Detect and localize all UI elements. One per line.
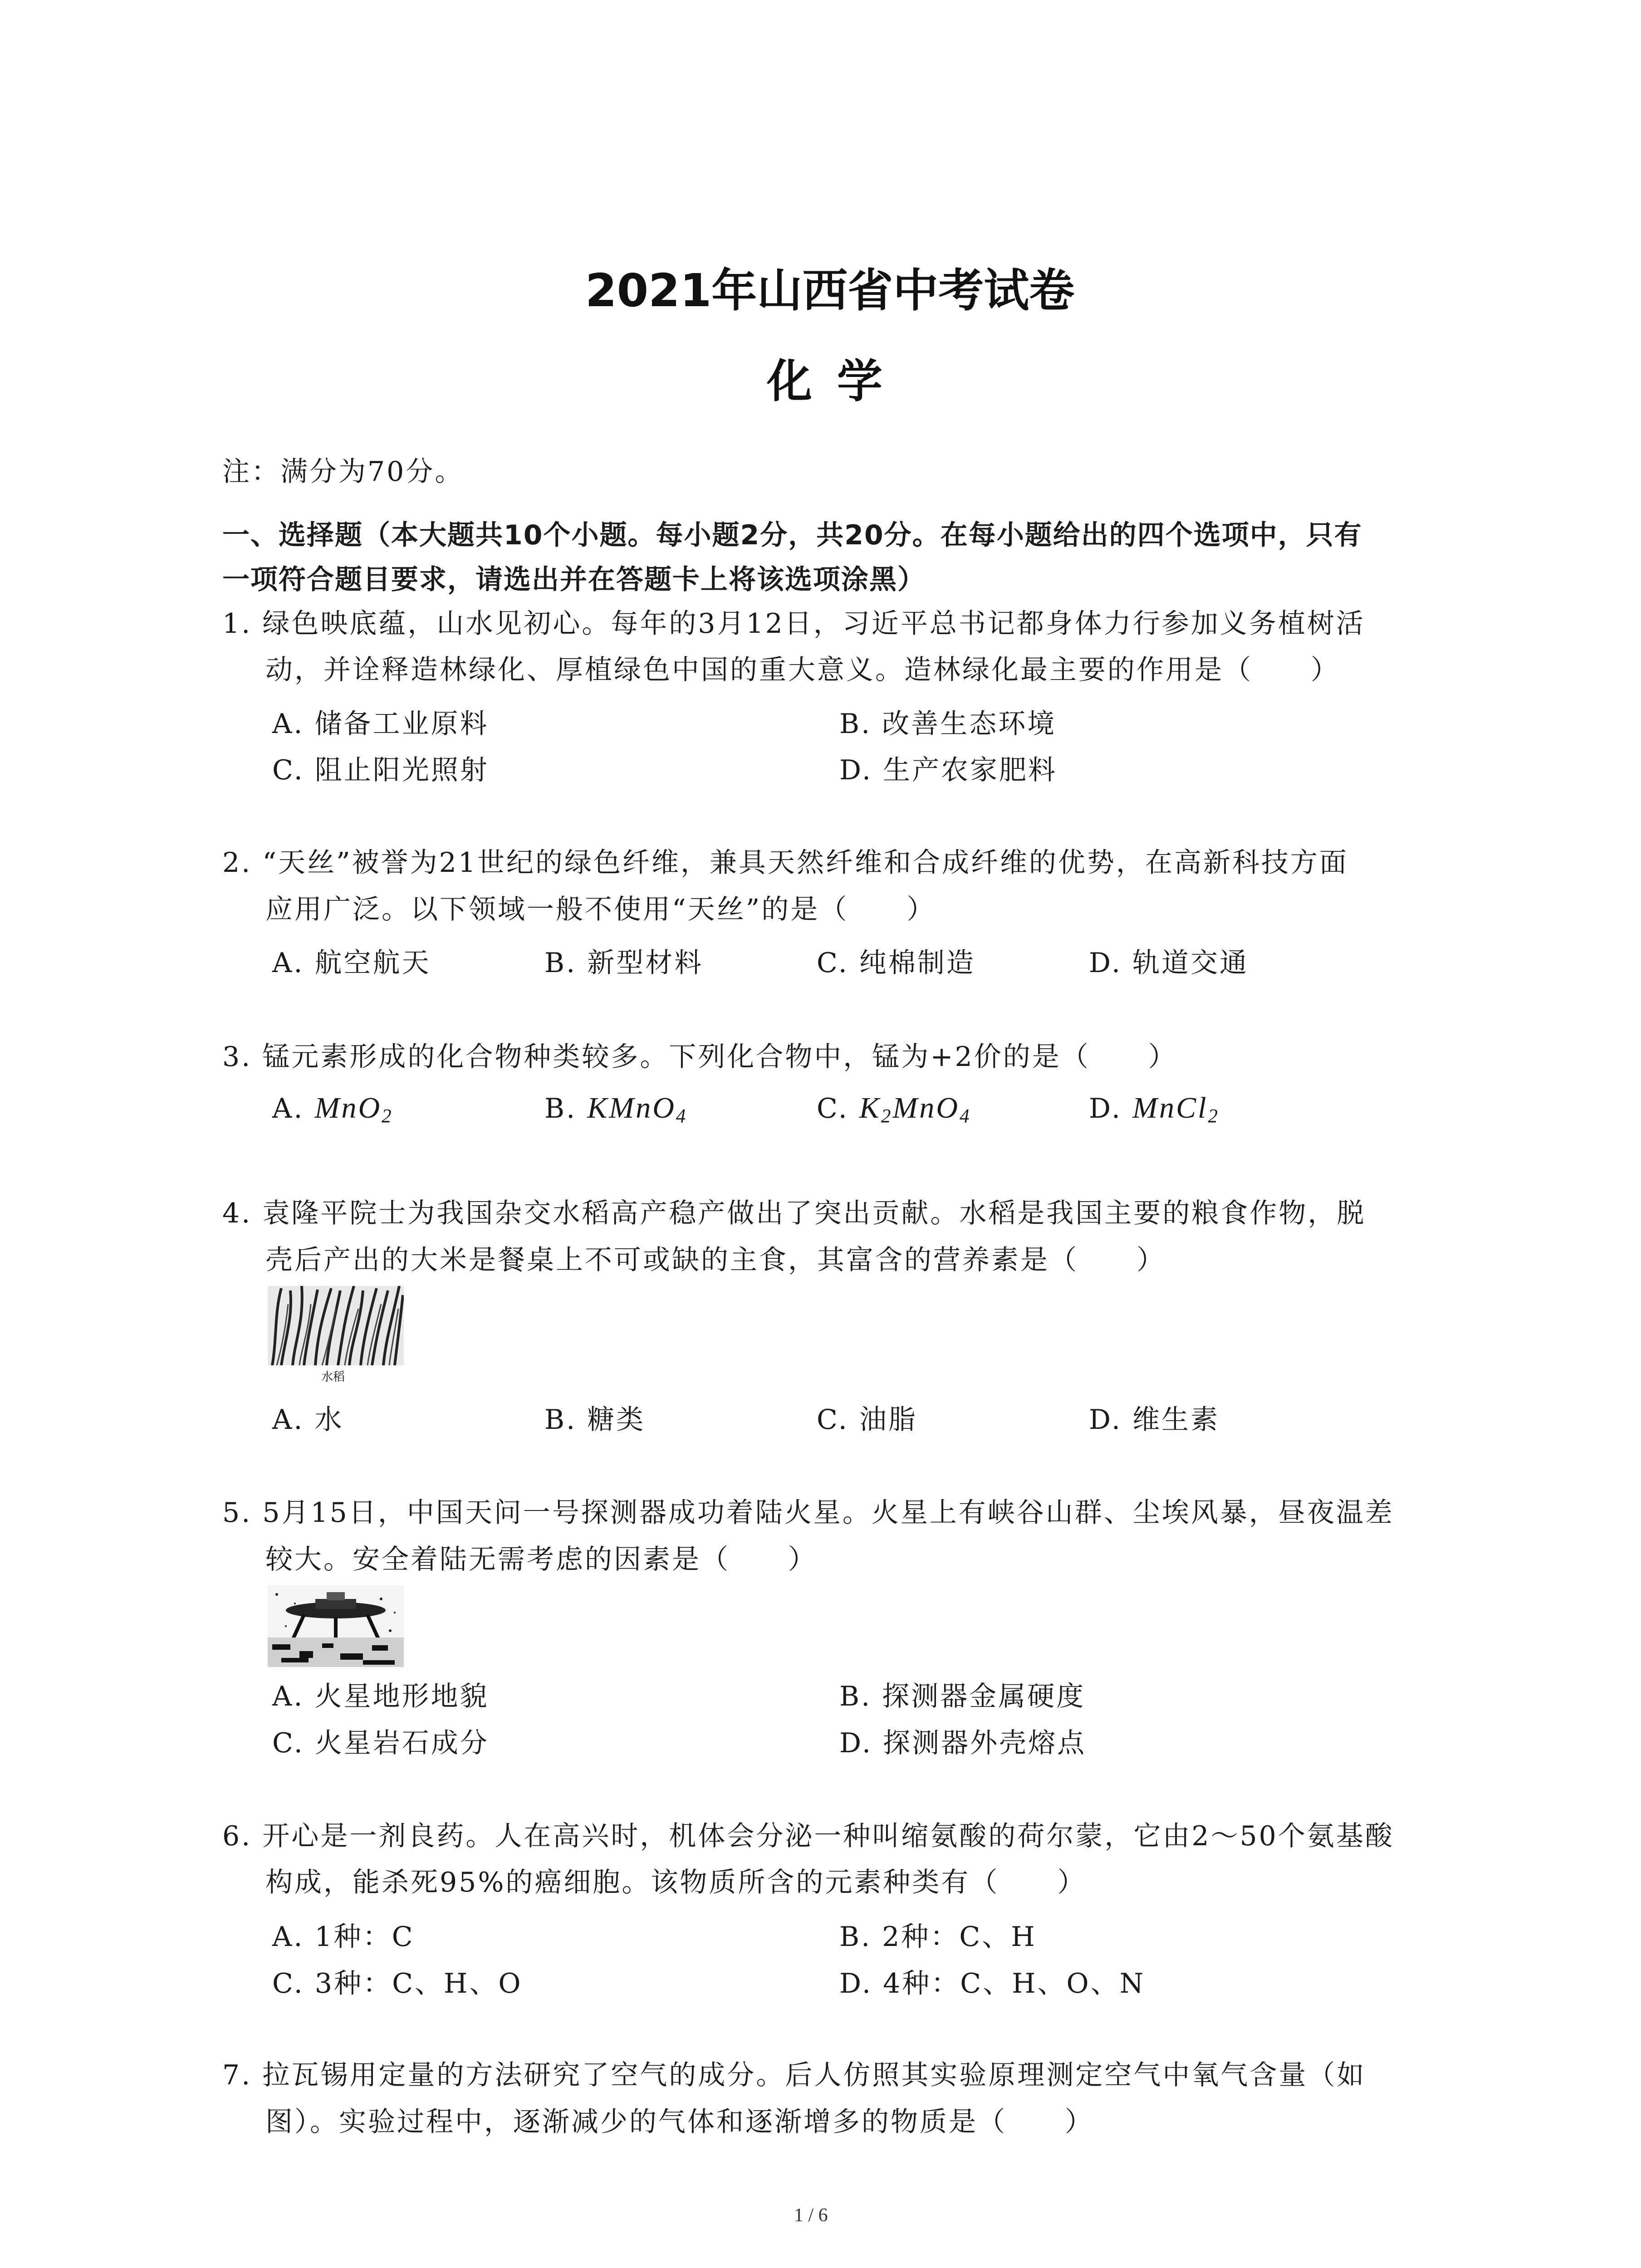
page-number: 1 / 6	[794, 2205, 828, 2226]
q3-stem: 3. 锰元素形成的化合物种类较多。下列化合物中，锰为+2价的是（ ）	[222, 1041, 1177, 1073]
q5-stem-line2: 较大。安全着陆无需考虑的因素是（ ）	[265, 1544, 817, 1575]
q1-option-c[interactable]: C. 阻止阳光照射	[272, 754, 489, 786]
q5-option-c[interactable]: C. 火星岩石成分	[272, 1727, 489, 1759]
q7-stem-line1: 7. 拉瓦锡用定量的方法研究了空气的成分。后人仿照其实验原理测定空气中氧气含量（如	[222, 2059, 1366, 2091]
q2-stem-line2: 应用广泛。以下领域一般不使用“天丝”的是（ ）	[265, 894, 936, 925]
q3-option-a-letter: A.	[272, 1093, 304, 1124]
q4-stem-line2: 壳后产出的大米是餐桌上不可或缺的主食，其富含的营养素是（ ）	[265, 1244, 1166, 1276]
q1-option-d[interactable]: D. 生产农家肥料	[839, 754, 1058, 786]
mars-lander-photo	[268, 1585, 404, 1667]
section-heading-line2: 一项符合题目要求，请选出并在答题卡上将该选项涂黑）	[222, 564, 926, 596]
q3-option-c-letter: C.	[817, 1093, 849, 1124]
q4-stem-line1: 4. 袁隆平院士为我国杂交水稻高产稳产做出了突出贡献。水稻是我国主要的粮食作物，脱	[222, 1198, 1366, 1229]
q6-option-c[interactable]: C. 3种：C、H、O	[272, 1968, 523, 1999]
q3-formula-d: MnCl$_2$	[1132, 1091, 1220, 1127]
score-note: 注：满分为70分。	[222, 456, 464, 488]
q2-option-d[interactable]: D. 轨道交通	[1089, 947, 1249, 979]
q2-option-c[interactable]: C. 纯棉制造	[817, 947, 975, 979]
q7-stem-line2: 图）。实验过程中，逐渐减少的气体和逐渐增多的物质是（ ）	[265, 2106, 1094, 2138]
q2-stem-line1: 2. “天丝”被誉为21世纪的绿色纤维，兼具天然纤维和合成纤维的优势，在高新科技方面	[222, 847, 1349, 879]
q6-option-d[interactable]: D. 4种：C、H、O、N	[839, 1968, 1146, 1999]
subject-title: 化 学	[767, 355, 887, 408]
section-heading-line1: 一、选择题（本大题共10个小题。每小题2分，共20分。在每小题给出的四个选项中，只有	[222, 519, 1362, 551]
q3-option-d[interactable]	[1089, 1091, 1220, 1128]
q5-stem-line1: 5. 5月15日，中国天问一号探测器成功着陆火星。火星上有峡谷山群、尘埃风暴，昼夜温差	[222, 1497, 1394, 1529]
exam-title: 2021年山西省中考试卷	[585, 264, 1075, 317]
q6-option-b[interactable]: B. 2种：C、H	[839, 1921, 1037, 1953]
rice-photo	[268, 1286, 404, 1388]
q1-option-b[interactable]: B. 改善生态环境	[839, 708, 1057, 740]
q4-option-a[interactable]: A. 水	[272, 1404, 344, 1436]
q5-option-b[interactable]: B. 探测器金属硬度	[839, 1681, 1086, 1712]
q3-option-a[interactable]	[272, 1091, 393, 1128]
q1-stem-line2: 动，并诠释造林绿化、厚植绿色中国的重大意义。造林绿化最主要的作用是（ ）	[265, 654, 1340, 686]
q5-option-a[interactable]: A. 火星地形地貌	[272, 1681, 489, 1712]
q1-stem-line1: 1. 绿色映底蕴，山水见初心。每年的3月12日，习近平总书记都身体力行参加义务植树活	[222, 608, 1365, 640]
q2-option-b[interactable]: B. 新型材料	[544, 947, 704, 979]
q4-option-c[interactable]: C. 油脂	[817, 1404, 917, 1436]
q6-stem-line2: 构成，能杀死95%的癌细胞。该物质所含的元素种类有（ ）	[265, 1867, 1087, 1898]
q3-option-b[interactable]	[544, 1091, 687, 1128]
q4-option-d[interactable]: D. 维生素	[1089, 1404, 1220, 1436]
q3-formula-c: $K_2MnO_4$	[859, 1091, 971, 1127]
q3-option-b-letter: B.	[544, 1093, 577, 1124]
q3-option-d-letter: D.	[1089, 1093, 1122, 1124]
q5-option-d[interactable]: D. 探测器外壳熔点	[839, 1727, 1087, 1759]
q3-formula-b: KMnO$_4$	[587, 1091, 688, 1127]
q6-option-a[interactable]: A. 1种：C	[272, 1921, 415, 1953]
q3-option-c[interactable]	[817, 1091, 971, 1128]
q4-option-b[interactable]: B. 糖类	[544, 1404, 646, 1436]
q2-option-a[interactable]: A. 航空航天	[272, 947, 431, 979]
q1-option-a[interactable]: A. 储备工业原料	[272, 708, 489, 740]
q6-stem-line1: 6. 开心是一剂良药。人在高兴时，机体会分泌一种叫缩氨酸的荷尔蒙，它由2～50个氨基酸	[222, 1820, 1394, 1852]
q3-formula-a: MnO$_2$	[314, 1091, 393, 1127]
rice-caption: 水稻	[321, 1370, 345, 1384]
